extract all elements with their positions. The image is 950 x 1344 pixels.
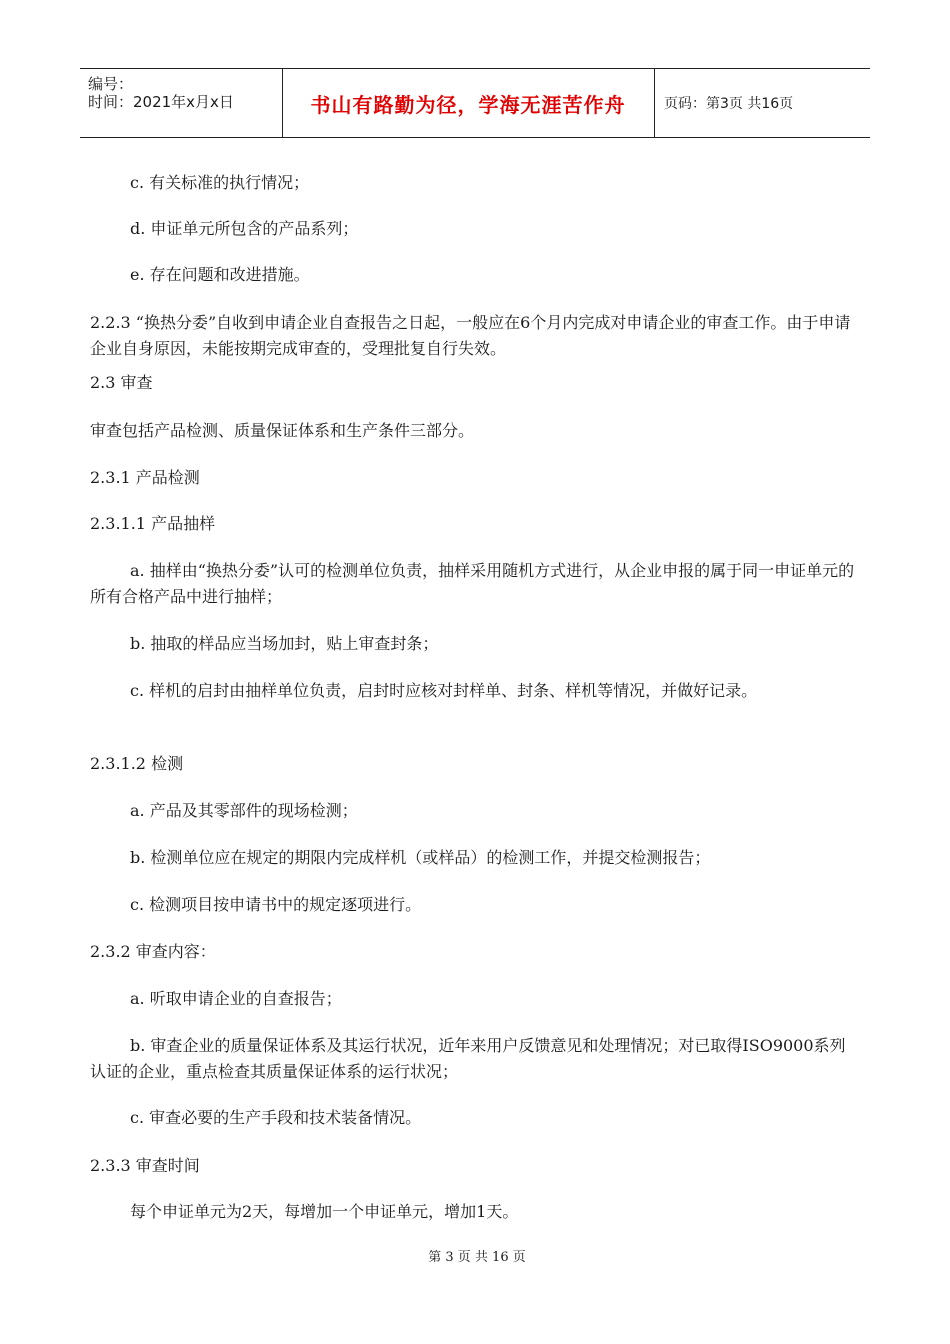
list-item-b-sealing: b. 抽取的样品应当场加封，贴上审查封条；	[130, 634, 439, 653]
page-footer: 第 3 页 共 16 页	[428, 1250, 526, 1265]
list-item-c-equipment: c. 审查必要的生产手段和技术装备情况。	[130, 1108, 422, 1127]
paragraph-2-2-3: 2.2.3 “换热分委”自收到申请企业自查报告之日起，一般应在6个月内完成对申请企业的审查工作。由于申请企业自身原因，未能按期完成审查的，受理批复自行失效。	[90, 313, 851, 358]
list-item-b-test-report: b. 检测单位应在规定的期限内完成样机（或样品）的检测工作，并提交检测报告；	[130, 848, 711, 867]
list-item-c-standards: c. 有关标准的执行情况；	[130, 173, 310, 192]
section-heading-2-3-1-2: 2.3.1.2 检测	[90, 754, 184, 773]
list-item-e-issues: e. 存在问题和改进措施。	[130, 265, 310, 284]
header-motto: 书山有路勤为径，学海无涯苦作舟	[310, 92, 626, 117]
section-heading-2-3: 2.3 审查	[90, 373, 153, 392]
list-item-b-quality-system: b. 审查企业的质量保证体系及其运行状况，近年来用户反馈意见和处理情况；对已取得ISO9000系列认证的企业，重点检查其质量保证体系的运行状况；	[90, 1036, 846, 1081]
header-motto-cell	[282, 69, 655, 137]
list-item-a-onsite-test: a. 产品及其零部件的现场检测；	[130, 801, 358, 820]
paragraph-review-scope: 审查包括产品检测、质量保证体系和生产条件三部分。	[90, 421, 475, 440]
section-heading-2-3-1: 2.3.1 产品检测	[90, 468, 200, 487]
page-header	[80, 68, 870, 138]
document-time-label: 时间：2021年x月x日	[88, 93, 234, 111]
header-page-number: 页码：第3页 共16页	[664, 96, 794, 112]
section-heading-2-3-2: 2.3.2 审查内容：	[90, 942, 216, 961]
list-item-d-product-series: d. 申证单元所包含的产品系列；	[130, 219, 359, 238]
header-info-cell	[80, 69, 283, 137]
list-item-a-sampling: a. 抽样由“换热分委”认可的检测单位负责，抽样采用随机方式进行，从企业申报的属于同一申证单元的所有合格产品中进行抽样；	[90, 561, 855, 606]
section-heading-2-3-3: 2.3.3 审查时间	[90, 1156, 200, 1175]
list-item-a-self-report: a. 听取申请企业的自查报告；	[130, 989, 342, 1008]
list-item-c-test-items: c. 检测项目按申请书中的规定逐项进行。	[130, 895, 422, 914]
document-number-label: 编号：	[88, 75, 134, 93]
header-page-cell	[655, 69, 870, 137]
paragraph-review-time: 每个申证单元为2天，每增加一个申证单元，增加1天。	[130, 1202, 519, 1221]
section-heading-2-3-1-1: 2.3.1.1 产品抽样	[90, 514, 216, 533]
list-item-c-unsealing: c. 样机的启封由抽样单位负责，启封时应核对封样单、封条、样机等情况，并做好记录。	[130, 681, 758, 700]
